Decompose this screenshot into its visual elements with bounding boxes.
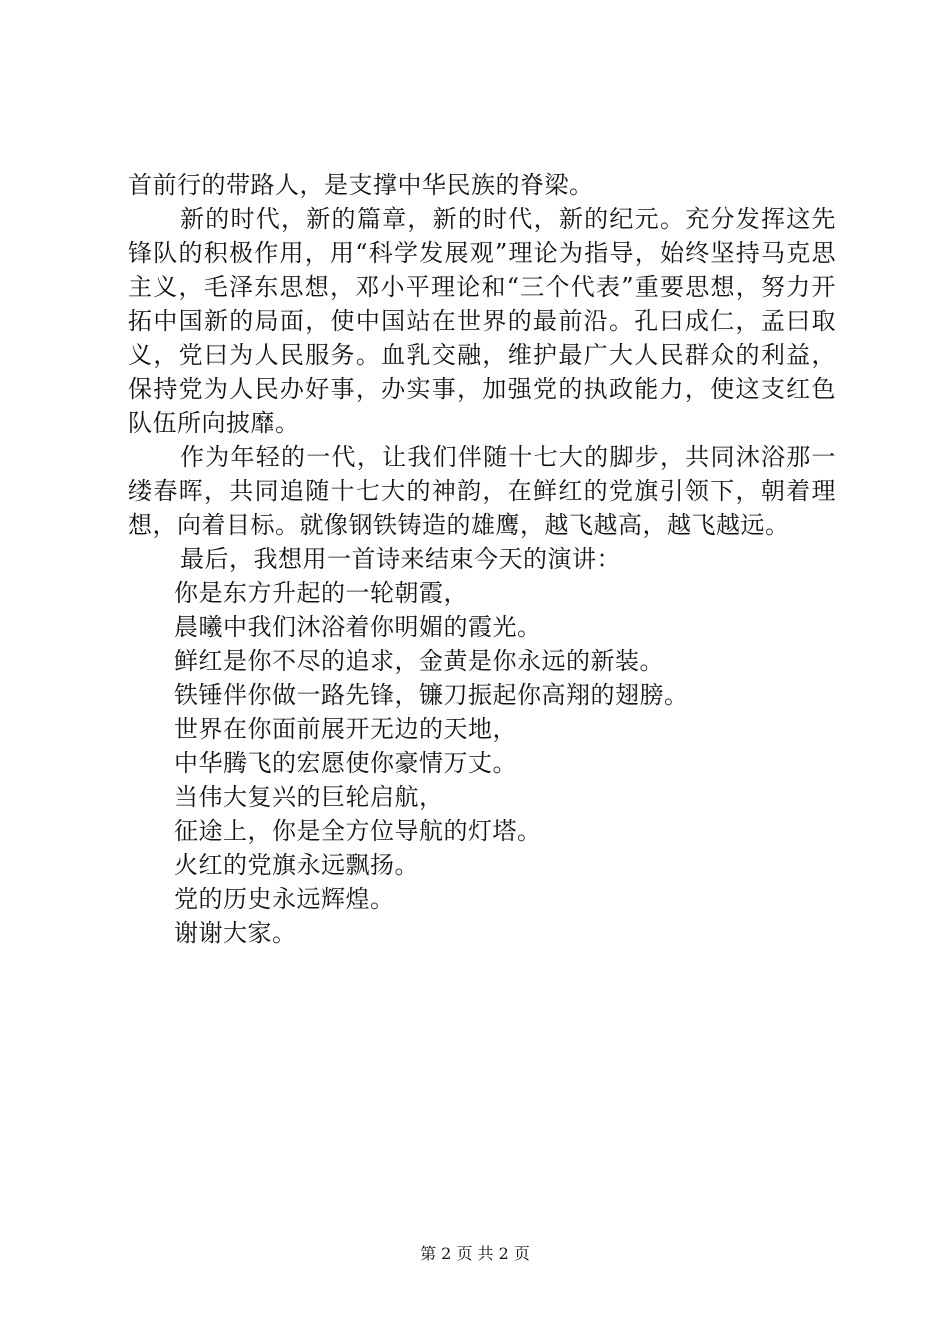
page-footer <box>0 1243 950 1265</box>
poem-line: 晨曦中我们沐浴着你明媚的霞光。 <box>174 613 542 641</box>
poem-line: 征途上，你是全方位导航的灯塔。 <box>174 817 542 845</box>
poem-line: 铁锤伴你做一路先锋，镰刀振起你高翔的翅膀。 <box>174 681 689 709</box>
poem-line: 世界在你面前展开无边的天地， <box>174 715 517 743</box>
page-number-label: 第 2 页 共 2 页 <box>420 1244 530 1263</box>
poem-line: 鲜红是你不尽的追求，金黄是你永远的新装。 <box>174 647 664 675</box>
poem-line: 中华腾飞的宏愿使你豪情万丈。 <box>174 749 517 777</box>
paragraph-young-generation: 作为年轻的一代，让我们伴随十七大的脚步，共同沐浴那一缕春晖，共同追随十七大的神韵，在鲜红的党旗引领下，朝着理想，向着目标。就像钢铁铸造的雄鹰，越飞越高，越飞越远。 <box>128 443 836 539</box>
document-body <box>128 168 836 950</box>
paragraph-poem-intro: 最后，我想用一首诗来结束今天的演讲： <box>180 545 621 573</box>
poem-line: 火红的党旗永远飘扬。 <box>174 851 419 879</box>
paragraph-continuation: 首前行的带路人，是支撑中华民族的脊梁。 <box>128 171 594 199</box>
poem-line: 党的历史永远辉煌。 <box>174 885 395 913</box>
paragraph-new-era: 新的时代，新的篇章，新的时代，新的纪元。充分发挥这先锋队的积极作用，用“科学发展观”理论为指导，始终坚持马克思主义，毛泽东思想，邓小平理论和“三个代表”重要思想，努力开拓中国新的局面，使中国站在世界的最前沿。孔曰成仁，孟曰取义，党曰为人民服务。血乳交融，维护最广大人民群众的利益，保持党为人民办好事，办实事，加强党的执政能力，使这支红色队伍所向披靡。 <box>128 205 836 437</box>
closing-line: 谢谢大家。 <box>174 919 297 947</box>
poem-line: 当伟大复兴的巨轮启航， <box>174 783 444 811</box>
poem-line: 你是东方升起的一轮朝霞， <box>174 579 468 607</box>
poem <box>128 576 836 950</box>
